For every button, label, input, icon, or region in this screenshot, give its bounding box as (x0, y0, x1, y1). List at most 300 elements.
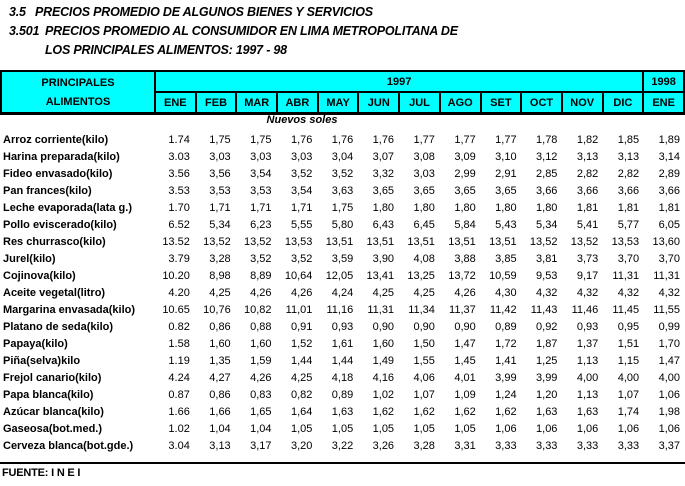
price-cell: 1,06 (658, 388, 680, 401)
price-cell: 2,89 (658, 167, 680, 180)
price-table-header (0, 70, 685, 115)
price-cell: 4,32 (576, 286, 599, 299)
month-header-1997-oct: OCT (521, 92, 562, 114)
price-cell: 3.03 (168, 150, 190, 163)
table-row (0, 165, 685, 182)
price-cell: 3,31 (454, 439, 476, 452)
price-cell: 1,80 (536, 201, 558, 214)
price-cell: 3,52 (250, 252, 272, 265)
price-cell: 0,90 (413, 320, 435, 333)
price-cell: 11,45 (612, 303, 640, 316)
price-cell: 3,33 (495, 439, 517, 452)
price-cell: 1,77 (495, 133, 517, 146)
price-cell: 3,53 (250, 184, 272, 197)
price-cell: 3,10 (495, 150, 517, 163)
price-cell: 1,82 (576, 133, 599, 146)
price-cell: 1,60 (209, 337, 231, 350)
price-cell: 1,50 (413, 337, 435, 350)
table-row (0, 267, 685, 284)
price-cell: 1,44 (331, 354, 354, 367)
price-cell: 2,82 (576, 167, 599, 180)
table-row (0, 403, 685, 420)
price-cell: 13,52 (570, 235, 599, 248)
price-cell: 3,65 (454, 184, 476, 197)
price-cell: 3,81 (536, 252, 558, 265)
year-1997-header: 1997 (155, 71, 643, 92)
price-cell: 0,91 (290, 320, 313, 333)
price-cell: 1,37 (576, 337, 599, 350)
row-label: Harina preparada(kilo) (3, 150, 120, 163)
price-cell: 1,55 (413, 354, 435, 367)
unit-label: Nuevos soles (266, 114, 338, 126)
price-cell: 1,02 (372, 388, 395, 401)
row-label: Pollo eviscerado(kilo) (3, 218, 117, 231)
price-cell: 1,04 (250, 422, 272, 435)
price-cell: 6,05 (658, 218, 680, 231)
row-label: Cojinova(kilo) (3, 269, 76, 282)
price-cell: 11,31 (653, 269, 680, 282)
row-label: Fideo envasado(kilo) (3, 167, 113, 180)
price-cell: 4,24 (331, 286, 354, 299)
price-cell: 1,47 (658, 354, 680, 367)
price-cell: 3,13 (209, 439, 231, 452)
price-cell: 1,05 (372, 422, 395, 435)
price-cell: 8,98 (209, 269, 231, 282)
price-cell: 0,99 (658, 320, 680, 333)
price-cell: 5,41 (576, 218, 599, 231)
price-cell: 1,09 (454, 388, 476, 401)
month-header-1998-ene: ENE (643, 92, 684, 114)
price-cell: 11,37 (449, 303, 476, 316)
table-row (0, 199, 685, 216)
price-cell: 1,05 (331, 422, 354, 435)
price-cell: 3,54 (290, 184, 313, 197)
row-label: Cerveza blanca(bot.gde.) (3, 439, 134, 452)
price-cell: 1,05 (454, 422, 476, 435)
price-table-body (0, 131, 685, 454)
price-cell: 3,13 (576, 150, 599, 163)
row-label: Aceite vegetal(litro) (3, 286, 106, 299)
price-cell: 3,28 (413, 439, 435, 452)
price-cell: 1.02 (168, 422, 190, 435)
price-cell: 1,62 (454, 405, 476, 418)
price-cell: 11,55 (653, 303, 680, 316)
price-cell: 2,91 (495, 167, 517, 180)
table-row (0, 216, 685, 233)
price-cell: 1,44 (290, 354, 313, 367)
price-cell: 1,13 (576, 354, 599, 367)
price-cell: 1,66 (209, 405, 231, 418)
subsection-title-line (9, 22, 458, 41)
price-cell: 4,32 (617, 286, 640, 299)
price-cell: 1,60 (250, 337, 272, 350)
price-cell: 5,55 (290, 218, 313, 231)
price-cell: 4,25 (413, 286, 435, 299)
price-cell: 10.65 (162, 303, 190, 316)
price-cell: 1,87 (536, 337, 558, 350)
price-cell: 1,75 (331, 201, 354, 214)
row-label: Papa blanca(kilo) (3, 388, 94, 401)
price-cell: 3,70 (658, 252, 680, 265)
subsection-title-continuation (45, 41, 458, 60)
price-cell: 1,06 (536, 422, 558, 435)
price-cell: 1,80 (413, 201, 435, 214)
price-cell: 4,26 (250, 371, 272, 384)
price-cell: 1,07 (413, 388, 435, 401)
price-cell: 3,22 (331, 439, 354, 452)
price-cell: 3,66 (617, 184, 640, 197)
table-row (0, 437, 685, 454)
price-cell: 1,80 (454, 201, 476, 214)
row-label: Pan frances(kilo) (3, 184, 92, 197)
subsection-number: 3.501 (9, 24, 40, 38)
price-cell: 10.20 (162, 269, 190, 282)
row-label: Azúcar blanca(kilo) (3, 405, 104, 418)
price-cell: 13,51 (366, 235, 395, 248)
price-cell: 13,53 (611, 235, 640, 248)
price-cell: 1,15 (617, 354, 640, 367)
price-cell: 13,52 (203, 235, 231, 248)
price-cell: 0,90 (454, 320, 476, 333)
table-row (0, 318, 685, 335)
price-cell: 6,45 (413, 218, 435, 231)
price-cell: 1,71 (290, 201, 313, 214)
price-cell: 5,84 (454, 218, 476, 231)
price-cell: 0.87 (168, 388, 190, 401)
price-cell: 8,89 (250, 269, 272, 282)
divider-line (0, 462, 685, 464)
price-cell: 1,81 (658, 201, 680, 214)
price-cell: 1,06 (617, 422, 640, 435)
price-cell: 3,56 (209, 167, 231, 180)
price-cell: 0,93 (576, 320, 599, 333)
price-cell: 3.04 (168, 439, 190, 452)
price-cell: 11,46 (571, 303, 599, 316)
price-cell: 6,43 (372, 218, 395, 231)
price-cell: 3,52 (290, 252, 313, 265)
month-header-1997-ago: AGO (440, 92, 481, 114)
price-cell: 1,77 (413, 133, 435, 146)
price-cell: 10,76 (203, 303, 231, 316)
price-cell: 3,99 (536, 371, 558, 384)
price-cell: 4,27 (209, 371, 231, 384)
price-cell: 4,32 (536, 286, 558, 299)
month-header-1997-feb: FEB (196, 92, 237, 114)
table-row (0, 233, 685, 250)
price-cell: 3,14 (658, 150, 680, 163)
price-cell: 5,34 (209, 218, 231, 231)
source-label: FUENTE: I N E I (2, 467, 81, 479)
price-cell: 0,88 (250, 320, 272, 333)
price-cell: 10,59 (489, 269, 517, 282)
price-cell: 0,93 (331, 320, 354, 333)
price-cell: 1,60 (372, 337, 395, 350)
month-header-1997-jul: JUL (399, 92, 440, 114)
table-row (0, 386, 685, 403)
price-cell: 1,72 (495, 337, 517, 350)
price-cell: 1,45 (454, 354, 476, 367)
price-cell: 3,66 (536, 184, 558, 197)
price-cell: 11,34 (408, 303, 435, 316)
price-cell: 1,49 (372, 354, 395, 367)
price-cell: 3,54 (250, 167, 272, 180)
price-cell: 3,66 (576, 184, 599, 197)
price-cell: 1.66 (168, 405, 190, 418)
table-row (0, 420, 685, 437)
price-cell: 1,76 (290, 133, 313, 146)
price-cell: 1,78 (536, 133, 558, 146)
price-cell: 1,75 (209, 133, 231, 146)
price-cell: 1,80 (495, 201, 517, 214)
price-cell: 9,53 (536, 269, 558, 282)
price-cell: 4,25 (372, 286, 395, 299)
price-cell: 13,25 (407, 269, 435, 282)
price-cell: 0,89 (495, 320, 517, 333)
price-cell: 4,26 (250, 286, 272, 299)
price-cell: 1,76 (372, 133, 395, 146)
corner-header-line1: PRINCIPALES (41, 76, 115, 89)
table-row (0, 148, 685, 165)
month-header-1997-ene: ENE (155, 92, 196, 114)
price-cell: 4,00 (617, 371, 640, 384)
price-cell: 1.74 (168, 133, 190, 146)
price-cell: 13,60 (652, 235, 680, 248)
price-cell: 1,85 (617, 133, 640, 146)
price-cell: 3,09 (454, 150, 476, 163)
price-cell: 13,51 (448, 235, 476, 248)
price-cell: 1,75 (250, 133, 272, 146)
price-cell: 11,42 (489, 303, 517, 316)
corner-header (1, 71, 155, 114)
price-cell: 0,89 (331, 388, 354, 401)
price-cell: 4,26 (290, 286, 313, 299)
section-number: 3.5 (9, 5, 26, 19)
price-cell: 3,73 (576, 252, 599, 265)
price-cell: 3,07 (372, 150, 395, 163)
table-row (0, 352, 685, 369)
price-cell: 3,90 (372, 252, 395, 265)
price-cell: 11,43 (530, 303, 558, 316)
price-cell: 1,80 (372, 201, 395, 214)
price-cell: 13,51 (407, 235, 435, 248)
price-cell: 13,52 (244, 235, 272, 248)
price-cell: 11,31 (367, 303, 395, 316)
price-cell: 3,03 (250, 150, 272, 163)
year-header-row (1, 71, 684, 92)
price-cell: 3,66 (658, 184, 680, 197)
price-cell: 1,05 (290, 422, 313, 435)
price-cell: 3.79 (168, 252, 190, 265)
table-row (0, 369, 685, 386)
price-cell: 3,65 (413, 184, 435, 197)
price-cell: 1.70 (168, 201, 190, 214)
price-cell: 3,03 (209, 150, 231, 163)
price-cell: 1,24 (495, 388, 517, 401)
price-cell: 0,82 (290, 388, 313, 401)
price-cell: 1,71 (250, 201, 272, 214)
price-cell: 1,41 (495, 354, 517, 367)
price-cell: 3,37 (658, 439, 680, 452)
price-cell: 3,33 (617, 439, 640, 452)
price-cell: 3,13 (617, 150, 640, 163)
price-cell: 3,99 (495, 371, 517, 384)
price-cell: 5,34 (536, 218, 558, 231)
price-cell: 1,06 (658, 422, 680, 435)
price-cell: 3,20 (290, 439, 313, 452)
price-cell: 2,85 (536, 167, 558, 180)
price-cell: 4,25 (209, 286, 231, 299)
table-row (0, 131, 685, 148)
price-cell: 1,59 (250, 354, 272, 367)
month-header-1997-dic: DIC (603, 92, 644, 114)
price-cell: 3,08 (413, 150, 435, 163)
price-cell: 13.52 (162, 235, 190, 248)
price-cell: 0,90 (372, 320, 395, 333)
price-cell: 3,03 (413, 167, 435, 180)
price-cell: 11,01 (285, 303, 313, 316)
price-cell: 13,52 (529, 235, 558, 248)
price-cell: 4,00 (576, 371, 599, 384)
price-cell: 3,04 (331, 150, 354, 163)
price-cell: 4.24 (168, 371, 190, 384)
price-cell: 1,07 (617, 388, 640, 401)
table-row (0, 284, 685, 301)
price-cell: 1,98 (658, 405, 680, 418)
table-row (0, 335, 685, 352)
row-label: Arroz corriente(kilo) (3, 133, 109, 146)
price-cell: 4,01 (454, 371, 476, 384)
price-cell: 0,83 (250, 388, 272, 401)
price-cell: 1,63 (576, 405, 599, 418)
subsection-title-text: PRECIOS PROMEDIO AL CONSUMIDOR EN LIMA METROPOLITANA DE (45, 24, 458, 38)
price-cell: 1,65 (250, 405, 272, 418)
row-label: Piña(selva)kilo (3, 354, 81, 367)
subsection-title-text-2: LOS PRINCIPALES ALIMENTOS: 1997 - 98 (45, 43, 287, 57)
price-cell: 13,41 (366, 269, 395, 282)
price-cell: 5,43 (495, 218, 517, 231)
table-row (0, 250, 685, 267)
price-cell: 1,04 (209, 422, 231, 435)
price-cell: 5,77 (617, 218, 640, 231)
table-row (0, 182, 685, 199)
price-cell: 3,65 (372, 184, 395, 197)
price-cell: 1.58 (168, 337, 190, 350)
price-cell: 11,16 (326, 303, 354, 316)
price-cell: 1,47 (454, 337, 476, 350)
section-title-line (9, 3, 458, 22)
price-cell: 3,33 (536, 439, 558, 452)
price-cell: 4,18 (331, 371, 354, 384)
row-label: Papaya(kilo) (3, 337, 68, 350)
price-cell: 3,26 (372, 439, 395, 452)
month-header-1997-may: MAY (318, 92, 359, 114)
price-cell: 1,70 (658, 337, 680, 350)
row-label: Gaseosa(bot.med.) (3, 422, 103, 435)
price-cell: 1,62 (413, 405, 435, 418)
price-cell: 1,13 (576, 388, 599, 401)
price-cell: 3,28 (209, 252, 231, 265)
price-cell: 1,25 (536, 354, 558, 367)
price-cell: 3,65 (495, 184, 517, 197)
price-cell: 6,23 (250, 218, 272, 231)
price-cell: 4,00 (658, 371, 680, 384)
price-cell: 1,61 (331, 337, 354, 350)
price-cell: 3,53 (209, 184, 231, 197)
price-cell: 3,63 (331, 184, 354, 197)
row-label: Res churrasco(kilo) (3, 235, 106, 248)
price-cell: 1,06 (495, 422, 517, 435)
price-cell: 4.20 (168, 286, 190, 299)
price-cell: 1,06 (576, 422, 599, 435)
month-header-1997-jun: JUN (358, 92, 399, 114)
price-cell: 4,25 (290, 371, 313, 384)
price-cell: 1,05 (413, 422, 435, 435)
price-cell: 10,64 (284, 269, 313, 282)
price-cell: 1,20 (536, 388, 558, 401)
price-cell: 4,26 (454, 286, 476, 299)
price-cell: 4,32 (658, 286, 680, 299)
price-cell: 5,80 (331, 218, 354, 231)
price-cell: 1.19 (168, 354, 190, 367)
price-cell: 3,88 (454, 252, 476, 265)
price-cell: 12,05 (325, 269, 354, 282)
price-cell: 2,82 (617, 167, 640, 180)
price-cell: 1,63 (536, 405, 558, 418)
month-header-1997-abr: ABR (277, 92, 318, 114)
price-cell: 3,70 (617, 252, 640, 265)
price-cell: 0,86 (209, 388, 231, 401)
price-cell: 10,82 (244, 303, 272, 316)
price-cell: 3,12 (536, 150, 558, 163)
price-cell: 1,89 (658, 133, 680, 146)
price-cell: 3,59 (331, 252, 354, 265)
price-cell: 4,30 (495, 286, 517, 299)
price-cell: 13,72 (448, 269, 476, 282)
price-cell: 13,51 (489, 235, 517, 248)
price-cell: 1,63 (331, 405, 354, 418)
corner-header-line2: ALIMENTOS (45, 95, 111, 108)
row-label: Frejol canario(kilo) (3, 371, 102, 384)
price-cell: 3,85 (495, 252, 517, 265)
price-cell: 1,77 (454, 133, 476, 146)
year-1998-header: 1998 (643, 71, 684, 92)
price-cell: 1,74 (617, 405, 640, 418)
price-cell: 1,52 (290, 337, 313, 350)
price-cell: 3.53 (168, 184, 190, 197)
document-titles (9, 3, 458, 60)
price-cell: 0,92 (536, 320, 558, 333)
price-cell: 4,16 (372, 371, 395, 384)
price-cell: 0,95 (617, 320, 640, 333)
price-cell: 3,03 (290, 150, 313, 163)
price-cell: 9,17 (576, 269, 599, 282)
price-cell: 3,52 (331, 167, 354, 180)
price-cell: 13,51 (325, 235, 354, 248)
price-cell: 3,32 (372, 167, 395, 180)
price-cell: 3,33 (576, 439, 599, 452)
table-row (0, 301, 685, 318)
price-cell: 1,81 (576, 201, 599, 214)
month-header-1997-mar: MAR (236, 92, 277, 114)
price-cell: 1,51 (617, 337, 640, 350)
price-cell: 4,08 (413, 252, 435, 265)
price-cell: 1,76 (331, 133, 354, 146)
price-cell: 4,06 (413, 371, 435, 384)
price-cell: 0,86 (209, 320, 231, 333)
price-cell: 1,62 (372, 405, 395, 418)
month-header-1997-nov: NOV (562, 92, 603, 114)
price-cell: 11,31 (612, 269, 640, 282)
